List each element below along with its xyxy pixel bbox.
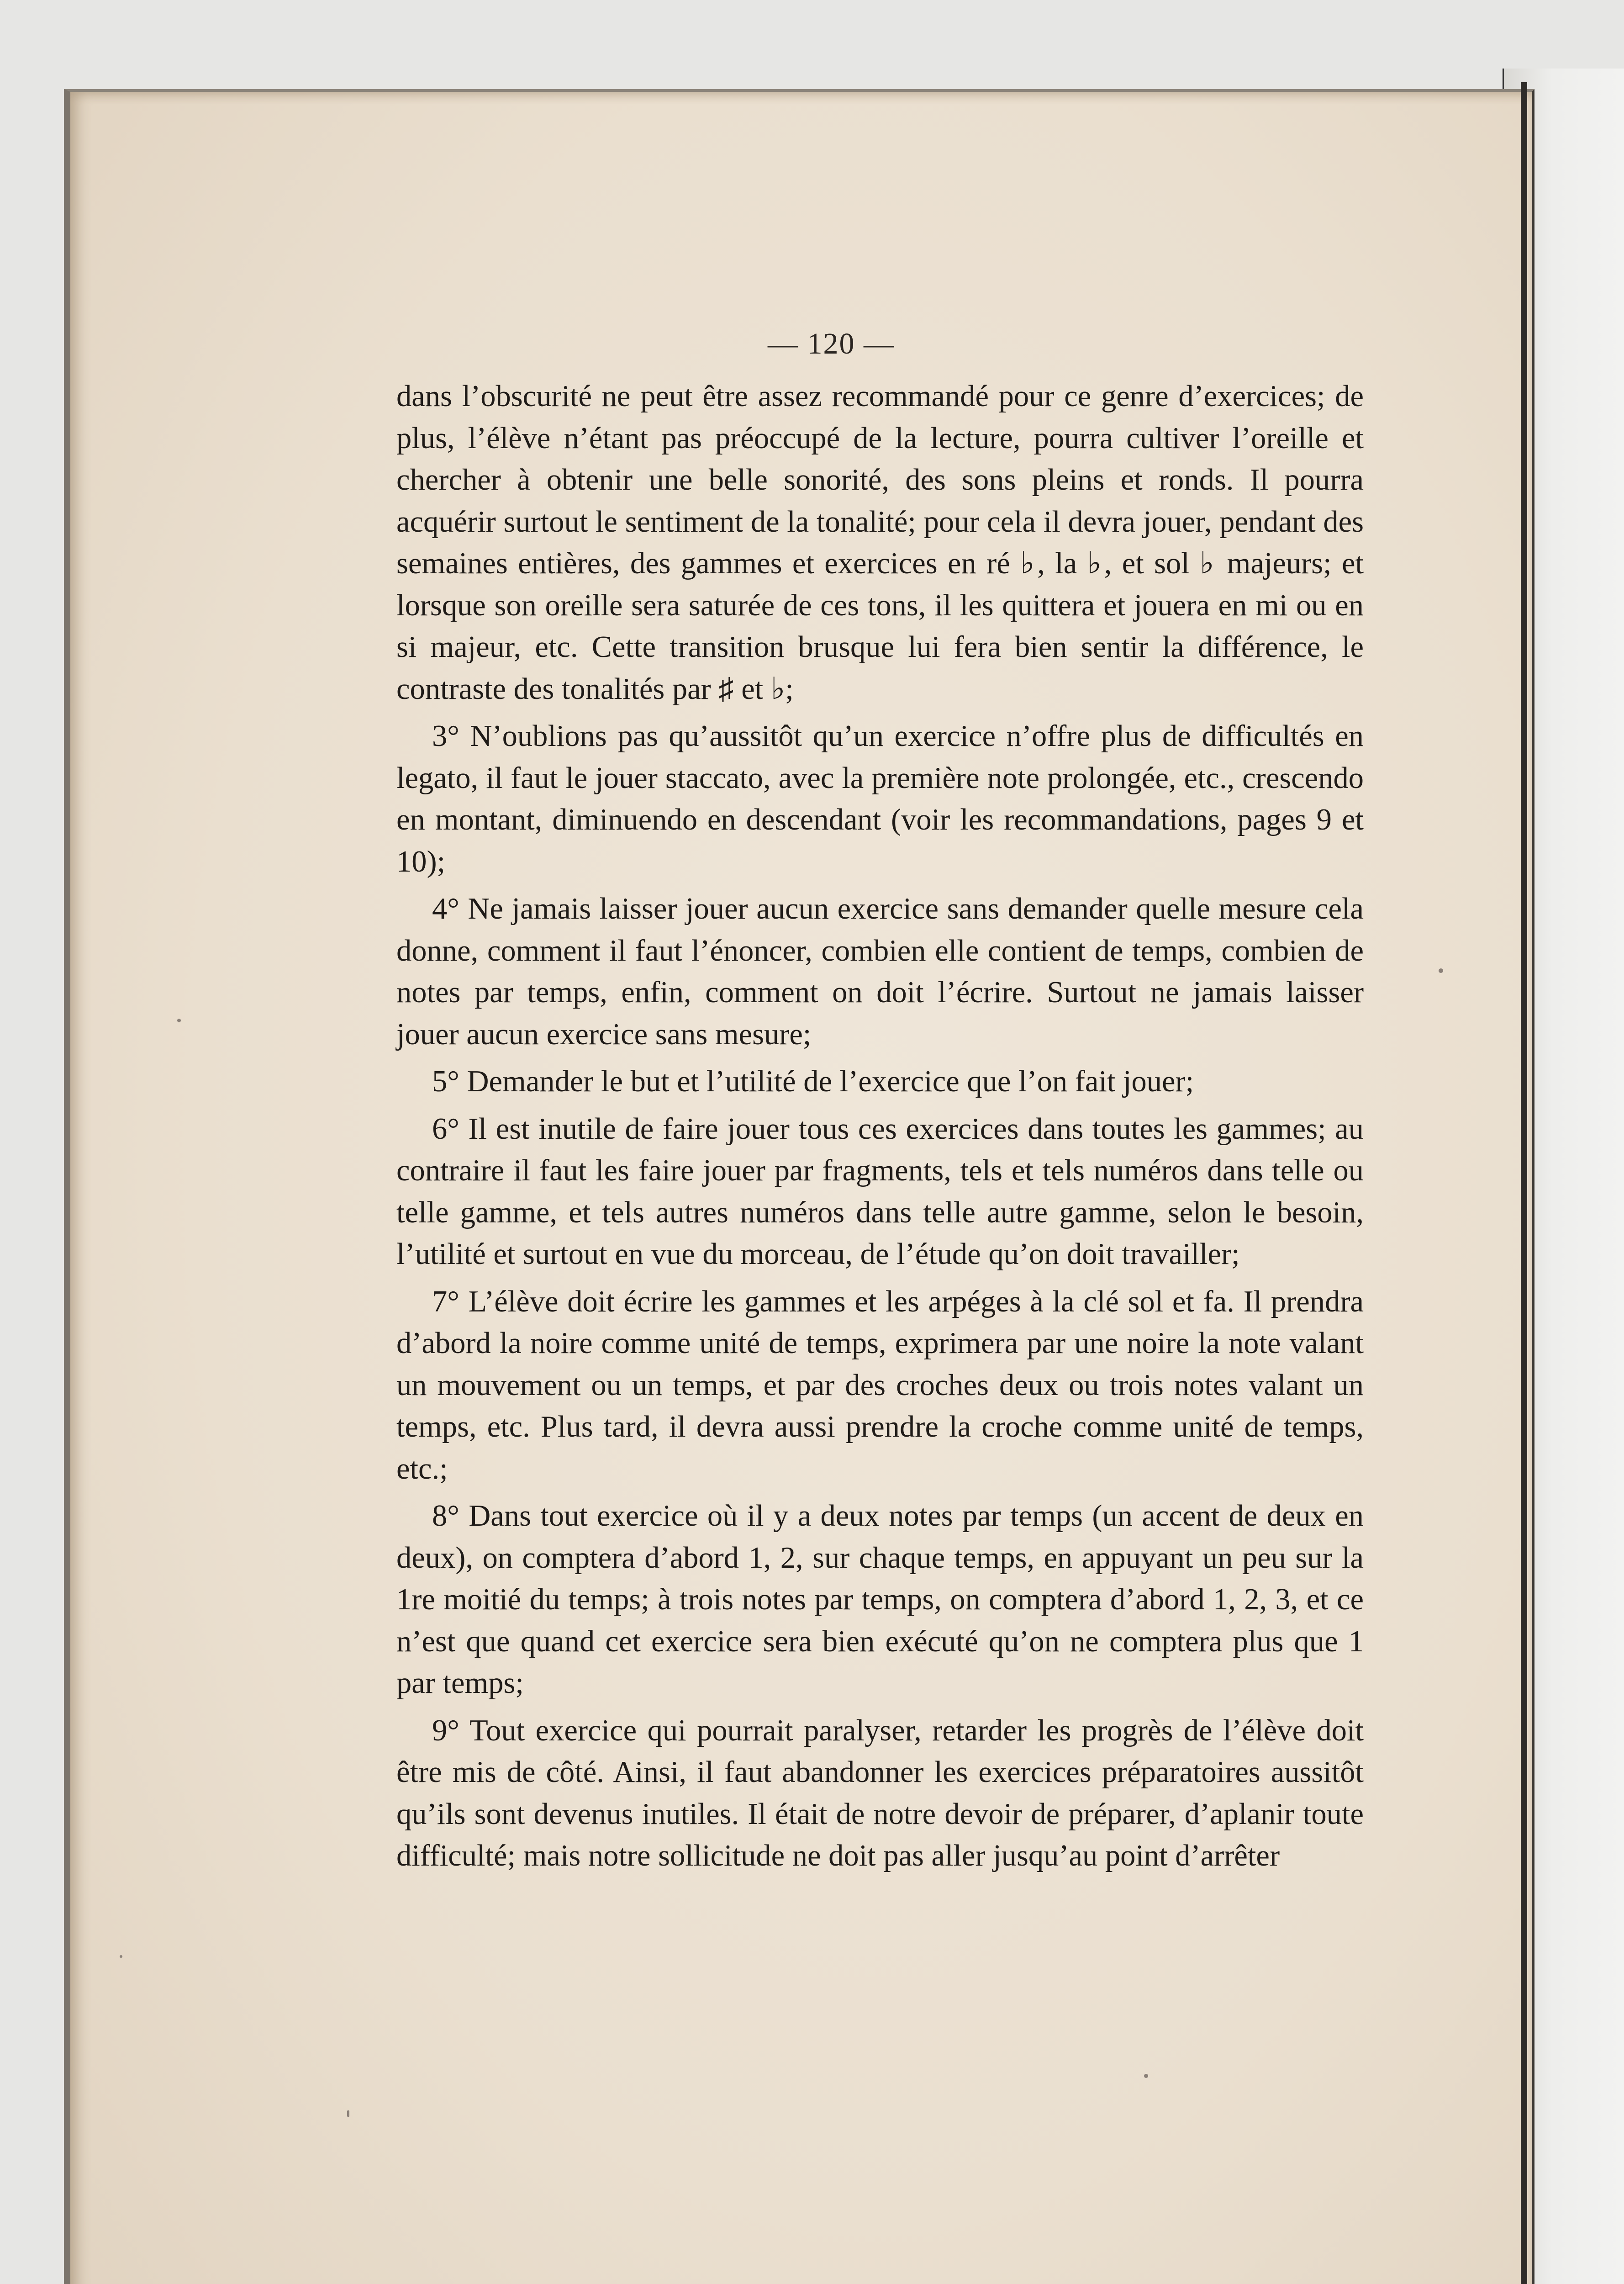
page-number: — 120 — [768,327,895,360]
paragraph-item-8: 8° Dans tout exercice où il y a deux notes par temps (un accent de deux en deux), on comptera d’abord 1, 2, sur chaque temps, en appuyant un peu sur la 1re moitié du temps; à trois notes par temps, on comptera d’abord 1, 2, 3, et ce n’est que quand cet exercice sera bien exécuté qu’on ne comptera plus que 1 par temps; [396,1499,1364,1700]
page-binding-edge [1521,82,1527,2284]
paragraph-item-9: 9° Tout exercice qui pourrait paralyser, retarder les progrès de l’élève doit être mis de côté. Ainsi, il faut abandonner les exercices préparatoires aussitôt qu’ils sont devenus inutiles. Il était de notre devoir de préparer, d’aplanir toute difficulté; mais notre sollicitude ne doit pas aller jusqu’au point d’arrêter [396,1713,1364,1872]
paragraph-item-7: 7° L’élève doit écrire les gammes et les arpéges à la clé sol et fa. Il prendra d’abord la noire comme unité de temps, exprimera par une noire la note valant un mouvement ou un temps, et par des croches deux ou trois notes valant un temps, etc. Plus tard, il devra aussi prendre la croche comme unité de temps, etc.; [396,1285,1364,1486]
paragraph-item-6: 6° Il est inutile de faire jouer tous ces exercices dans toutes les gammes; au contraire il faut les faire jouer par fragments, tels et tels numéros dans telle ou telle gamme, et tels autres numéros dans telle autre gamme, selon le besoin, l’utilité et surtout en vue du morceau, de l’étude qu’on doit travailler; [396,1112,1364,1271]
paragraph-item-3: 3° N’oublions pas qu’aussitôt qu’un exercice n’offre plus de difficultés en legato, il faut le jouer staccato, avec la première note prolongée, etc., crescendo en montant, diminuendo en descendant (voir les recommandations, pages 9 et 10); [396,719,1364,878]
paragraph-continuation: dans l’obscurité ne peut être assez recommandé pour ce genre d’exercices; de plus, l’élève n’étant pas préoccupé de la lecture, pourra cultiver l’oreille et chercher à obtenir une belle sonorité, des sons pleins et ronds. Il pourra acquérir surtout le sentiment de la tonalité; pour cela il devra jouer, pendant des semaines entières, des gammes et exercices en ré ♭, la ♭, et sol ♭ majeurs; et lorsque son oreille sera saturée de ces tons, il les quittera et jouera en mi ou en si majeur, etc. Cette transition brusque lui fera bien sentir la différence, le contraste des tonalités par ♯ et ♭; [396,380,1364,706]
body-text [396,375,1364,1882]
paper-speck [1144,2074,1148,2078]
paper-speck [177,1019,181,1022]
paper-speck [1439,968,1443,973]
paper-speck [347,2110,349,2117]
paragraph-item-4: 4° Ne jamais laisser jouer aucun exercice sans demander quelle mesure cela donne, comment il faut l’énoncer, combien elle contient de temps, combien de notes par temps, enfin, comment on doit l’écrire. Surtout ne jamais laisser jouer aucun exercice sans mesure; [396,892,1364,1051]
paper-speck [120,1955,122,1958]
paragraph-item-5: 5° Demander le but et l’utilité de l’exercice que l’on fait jouer; [432,1065,1194,1098]
